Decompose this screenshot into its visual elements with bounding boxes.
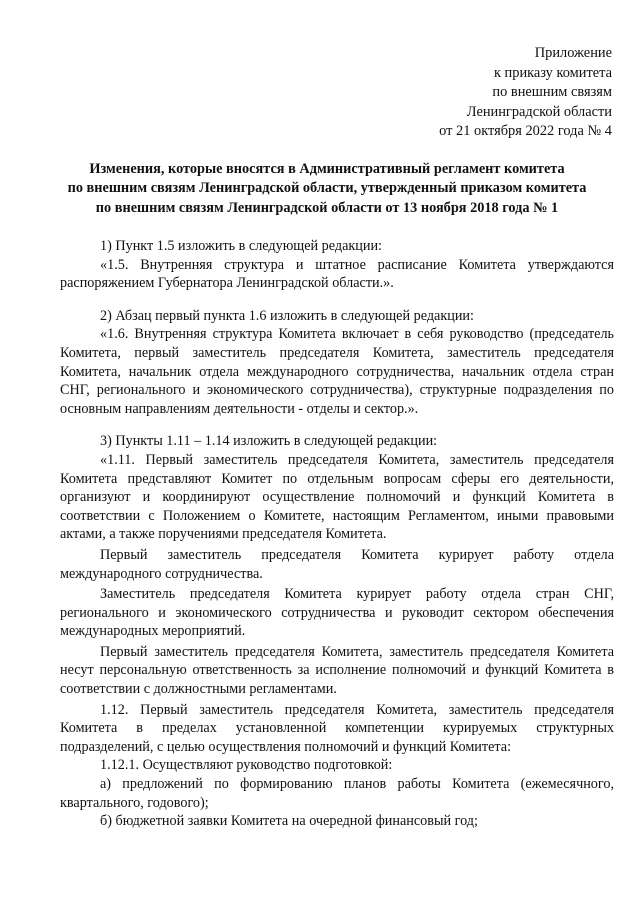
title-line: по внешним связям Ленинградской области, утвержденный приказом комитета (67, 180, 587, 197)
document-title (40, 160, 614, 218)
paragraph: а) предложений по формированию планов работы Комитета (ежемесячного, квартального, годового); (60, 776, 614, 811)
paragraph: Первый заместитель председателя Комитета курирует работу отдела международного сотрудничества. (60, 546, 614, 582)
appendix-line: Приложение (534, 45, 612, 61)
paragraph: 1) Пункт 1.5 изложить в следующей редакции: (100, 238, 382, 254)
paragraph: 3) Пункты 1.11 – 1.14 изложить в следующей редакции: (100, 433, 438, 450)
paragraph: Первый заместитель председателя Комитета, заместитель председателя Комитета несут персональную ответственность за исполнение полномочий и функций Комитета в соответствии с должностными регламентами. (60, 643, 614, 698)
paragraph: «1.5. Внутренняя структура и штатное расписание Комитета утверждаются распоряжением Губернатора Ленинградской области.». (60, 256, 614, 292)
paragraph: б) бюджетной заявки Комитета на очередной финансовый год; (100, 813, 478, 830)
title-line: по внешним связям Ленинградской области от 13 ноября 2018 года № 1 (95, 199, 559, 216)
paragraph: 1.12. Первый заместитель председателя Комитета, заместитель председателя Комитета в пределах установленной компетенции курируемых структурных подразделений, с целью осуществления полномочий и функций Комитета: (60, 701, 614, 755)
paragraph: «1.6. Внутренняя структура Комитета включает в себя руководство (председатель Комитета, первый заместитель председателя Комитета, заместитель председателя Комитета, начальник отдела международного сотрудничества, начальник отдела стран СНГ, регионального и экономического сотрудничества), структурные подразделения по основным направлениям деятельности - отделы и сектор.». (60, 326, 614, 417)
paragraph: 1.12.1. Осуществляют руководство подготовкой: (100, 757, 393, 774)
appendix-line: Ленинградской области (466, 103, 612, 120)
paragraph: «1.11. Первый заместитель председателя Комитета, заместитель председателя Комитета представляют Комитет по отдельным вопросам сферы его деятельности, организуют и координируют осуществление полномочий и функций Комитета в соответствии с Положением о Комитете, настоящим Регламентом, иными правовыми актами, а также поручениями председателя Комитета. (60, 451, 614, 543)
document-body (60, 237, 614, 831)
paragraph: Заместитель председателя Комитета курирует работу отдела стран СНГ, регионального и экономического сотрудничества и руководит сектором обеспечения международных мероприятий. (60, 586, 614, 640)
appendix-block (439, 44, 612, 142)
appendix-line: по внешним связям (492, 84, 612, 101)
appendix-line: к приказу комитета (493, 64, 612, 81)
appendix-line: от 21 октября 2022 года № 4 (439, 123, 612, 140)
paragraph: 2) Абзац первый пункта 1.6 изложить в следующей редакции: (100, 307, 474, 324)
title-line: Изменения, которые вносятся в Административный регламент комитета (89, 161, 565, 177)
